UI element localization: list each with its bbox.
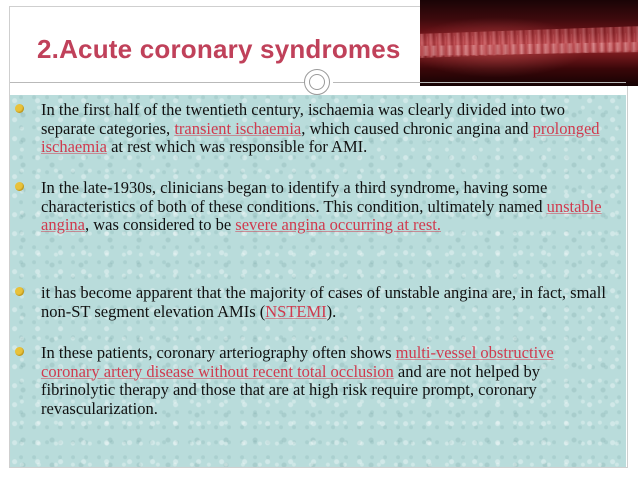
bullet-text-part: ). <box>326 301 337 321</box>
highlight-severe-angina: severe angina occurring at rest. <box>235 215 441 234</box>
bullet-icon <box>15 287 24 296</box>
highlight-multi-vessel-disease: multi-vessel obstructive coronary artery disease without recent total occlusion <box>41 343 554 381</box>
slide-title: 2.Acute coronary syndromes <box>37 34 401 64</box>
bullet-text <box>41 179 609 235</box>
bullet-text-part: and are not helped by fibrinolytic therapy and those that are at high risk require prompt, coronary revascularization. <box>41 361 540 418</box>
bullet-text-part: , which caused chronic angina and <box>301 118 533 138</box>
coronary-artery-image <box>420 0 638 86</box>
bullet-icon <box>15 182 24 191</box>
bullet-text-part: it has become apparent that the majority of cases of unstable angina are, in fact, small non-ST segment elevation AMIs ( <box>41 283 606 321</box>
bullet-text-part: In the first half of the twentieth century, ischaemia was clearly divided into two separate categories, <box>41 100 566 138</box>
highlight-unstable-angina: unstable angina <box>41 196 602 234</box>
bullet-icon <box>15 347 24 356</box>
bullet-text-part: In the late-1930s, clinicians began to identify a third syndrome, having some characteristics of both of these conditions. This condition, ultimately named <box>41 178 548 216</box>
bullet-text-part: In these patients, coronary arteriography often shows <box>41 343 396 362</box>
highlight-transient-ischaemia: transient ischaemia <box>174 118 302 138</box>
bullet-text-part: , was considered to be <box>84 215 236 234</box>
bullet-icon <box>15 104 24 113</box>
circle-ornament-icon <box>304 69 330 95</box>
highlight-prolonged-ischaemia: prolonged ischaemia <box>41 118 600 156</box>
bullet-text <box>41 101 609 157</box>
bullet-text <box>41 284 609 321</box>
content-area <box>10 95 626 467</box>
bullet-text-part: at rest which was responsible for AMI. <box>106 137 368 156</box>
title-divider-left <box>10 82 305 83</box>
bullet-text <box>41 344 609 418</box>
highlight-nstemi: NSTEMI <box>265 301 327 321</box>
title-divider-right <box>333 82 626 83</box>
